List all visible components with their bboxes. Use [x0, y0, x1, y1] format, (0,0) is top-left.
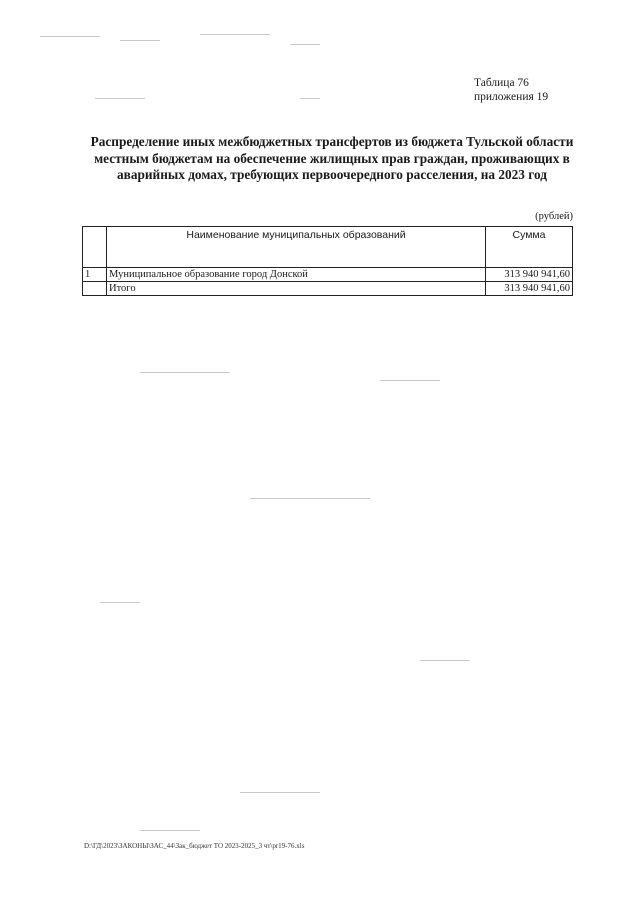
table-row	[83, 268, 573, 282]
distribution-table	[82, 226, 573, 296]
table-reference	[474, 76, 548, 104]
file-path: D:\ГД\2023\ЗАКОНЫ\ЗАС_44\Зак_бюджет ТО 2023-2025_3 чт\pr19-76.xls	[84, 842, 305, 850]
table-total-row	[83, 282, 573, 296]
appendix-number: приложения 19	[474, 91, 549, 103]
total-name: Итого	[107, 282, 486, 296]
row-num: 1	[83, 268, 107, 282]
header-sum: Сумма	[486, 227, 573, 268]
total-sum: 313 940 941,60	[486, 282, 573, 296]
document-title: Распределение иных межбюджетных трансфертов из бюджета Тульской области местным бюджетам на обеспечение жилищных прав граждан, проживающих в аварийных домах, требующих первоочередного расселения, на 2023 год	[90, 134, 574, 182]
total-num	[83, 282, 107, 296]
table-header-row	[83, 227, 573, 268]
row-name: Муниципальное образование город Донской	[107, 268, 486, 282]
table-number: Таблица 76	[474, 77, 529, 89]
header-num	[83, 227, 107, 268]
header-name: Наименование муниципальных образований	[107, 227, 486, 268]
row-sum: 313 940 941,60	[486, 268, 573, 282]
units-label: (рублей)	[535, 211, 573, 222]
